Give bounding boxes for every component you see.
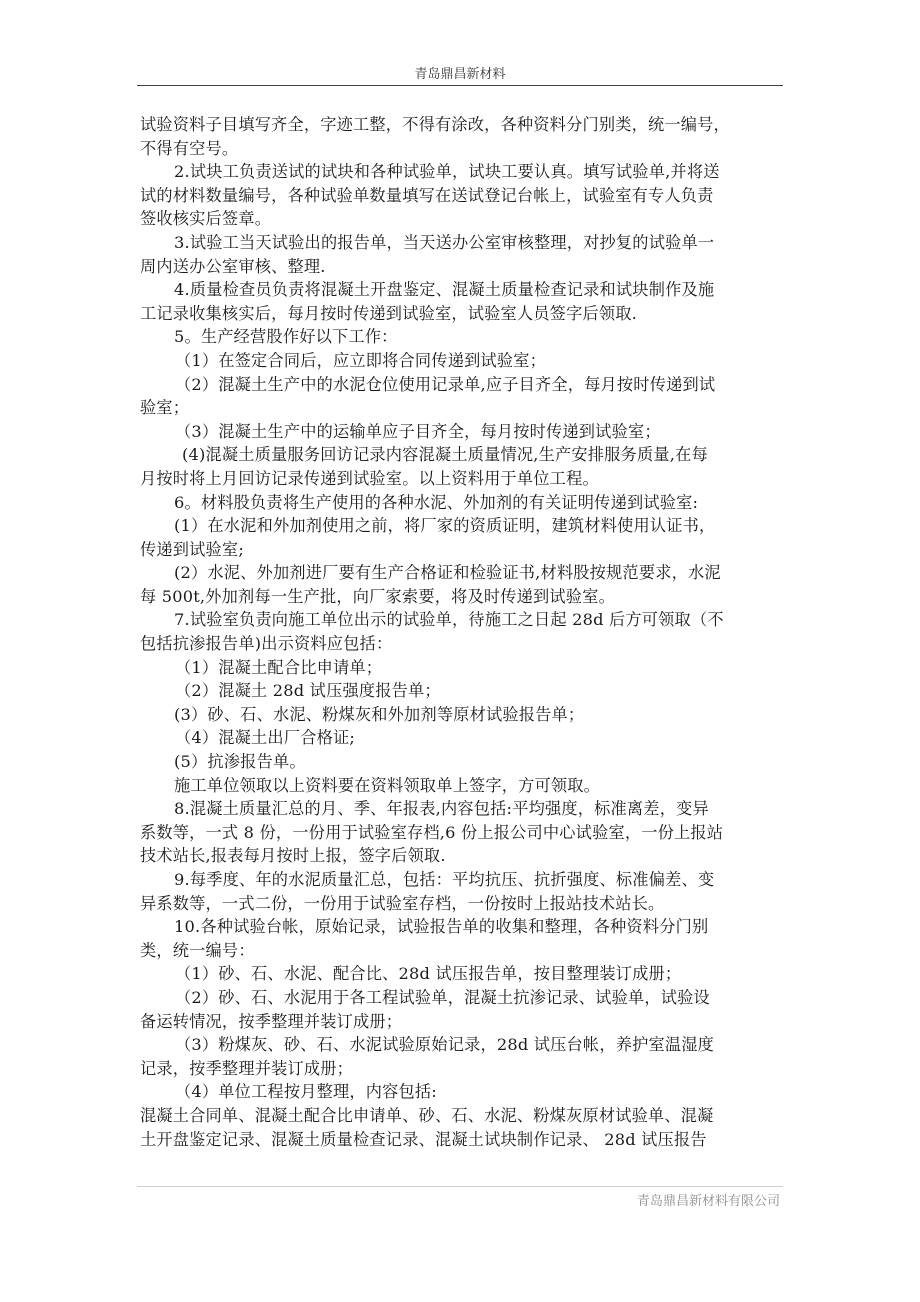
text-line: 3.试验工当天试验出的报告单，当天送办公室审核整理，对抄复的试验单一	[174, 232, 715, 252]
footer-rule	[137, 1186, 783, 1187]
text-line: 土开盘鉴定记录、混凝土质量检查记录、混凝土试块制作记录、 28d 试压报告	[140, 1129, 707, 1149]
text-line: （2）混凝土 28d 试压强度报告单；	[175, 681, 441, 701]
text-line: 月按时将上月回访记录传递到试验室。以上资料用于单位工程。	[140, 468, 599, 488]
text-line: 试的材料数量编号，各种试验单数量填写在送试登记台帐上，试验室有专人负责	[140, 185, 714, 205]
text-line: （4）单位工程按月整理，内容包括:	[175, 1082, 437, 1102]
text-line: 7.试验室负责向施工单位出示的试验单，待施工之日起 28d 后方可领取（不	[174, 610, 724, 630]
text-line: 周内送办公室审核、整理.	[140, 256, 326, 276]
text-line: 技术站长,报表每月按时上报，签字后领取.	[140, 846, 446, 866]
text-line: （1）混凝土配合比申请单；	[175, 657, 383, 677]
text-line: 类，统一编号：	[140, 940, 255, 960]
text-line: 签收核实后签章。	[140, 209, 272, 229]
text-line: 2.试块工负责送试的试块和各种试验单，试块工要认真。填写试验单,并将送	[174, 162, 720, 182]
text-line: （3）混凝土生产中的运输单应子目齐全，每月按时传递到试验室；	[175, 421, 661, 441]
text-line: (2）水泥、外加剂进厂要有生产合格证和检验证书,材料股按规范要求，水泥	[174, 563, 721, 583]
text-line: （1）在签定合同后，应立即将合同传递到试验室；	[175, 350, 547, 370]
text-line: 异系数等，一式二份，一份用于试验室存档，一份按时上报站技术站长。	[140, 893, 665, 913]
text-line: 6。材料股负责将生产使用的各种水泥、外加剂的有关证明传递到试验室:	[174, 492, 699, 512]
text-line: 试验资料子目填写齐全，字迹工整，不得有涂改，各种资料分门别类，统一编号，	[140, 115, 730, 134]
text-line: 混凝土合同单、混凝土配合比申请单、砂、石、水泥、粉煤灰原材试验单、混凝	[140, 1105, 714, 1125]
text-line: 验室；	[140, 398, 190, 418]
text-line: （2）砂、石、水泥用于各工程试验单，混凝土抗渗记录、试验单，试验设	[175, 987, 710, 1007]
text-line: (5）抗渗报告单。	[174, 752, 306, 772]
text-line: 备运转情况，按季整理并装订成册；	[140, 1011, 403, 1031]
text-line: （1）砂、石、水泥、配合比、28d 试压报告单，按目整理装订成册；	[175, 964, 682, 984]
text-line: 10.各种试验台帐，原始记录，试验报告单的收集和整理，各种资料分门别	[174, 917, 709, 937]
text-line: 传递到试验室;	[140, 539, 244, 559]
text-line: 5。生产经营股作好以下工作：	[174, 327, 398, 347]
page-footer: 青岛鼎昌新材料有限公司	[636, 1194, 780, 1209]
text-line: 记录，按季整理并装订成册；	[140, 1058, 354, 1078]
text-line: 不得有空号。	[140, 138, 239, 158]
header-rule	[137, 85, 783, 86]
text-line: 4.质量检查员负责将混凝土开盘鉴定、混凝土质量检查记录和试块制作及施	[174, 280, 715, 300]
text-line: （2）混凝土生产中的水泥仓位使用记录单,应子目齐全，每月按时传递到试	[175, 374, 716, 394]
document-body	[140, 113, 790, 1151]
text-line: 工记录收集核实后，每月按时传递到试验室，试验室人员签字后领取.	[140, 303, 637, 323]
text-line: 系数等，一式 8 份，一份用于试验室存档,6 份上报公司中心试验室，一份上报站	[140, 822, 724, 842]
text-line: 每 500t,外加剂每一生产批，向厂家索要，将及时传递到试验室。	[140, 586, 615, 606]
text-line: 9.每季度、年的水泥质量汇总，包括：平均抗压、抗折强度、标准偏差、变	[174, 870, 715, 889]
text-line: (1）在水泥和外加剂使用之前，将厂家的资质证明，建筑材料使用认证书，	[174, 516, 716, 536]
text-line: （4）混凝土出厂合格证;	[175, 728, 356, 748]
text-line: (4)混凝土质量服务回访记录内容混凝土质量情况,生产安排服务质量,在每	[182, 445, 708, 465]
text-line: (3）砂、石、水泥、粉煤灰和外加剂等原材试验报告单；	[174, 704, 585, 724]
page-header: 青岛鼎昌新材料	[414, 67, 506, 82]
text-line: 施工单位领取以上资料要在资料领取单上签字，方可领取。	[174, 775, 601, 795]
text-line: 包括抗渗报告单)出示资料应包括：	[140, 634, 393, 654]
text-line: 8.混凝土质量汇总的月、季、年报表,内容包括:平均强度，标准离差，变异	[174, 799, 709, 819]
text-line: （3）粉煤灰、砂、石、水泥试验原始记录，28d 试压台帐，养护室温湿度	[175, 1035, 715, 1055]
